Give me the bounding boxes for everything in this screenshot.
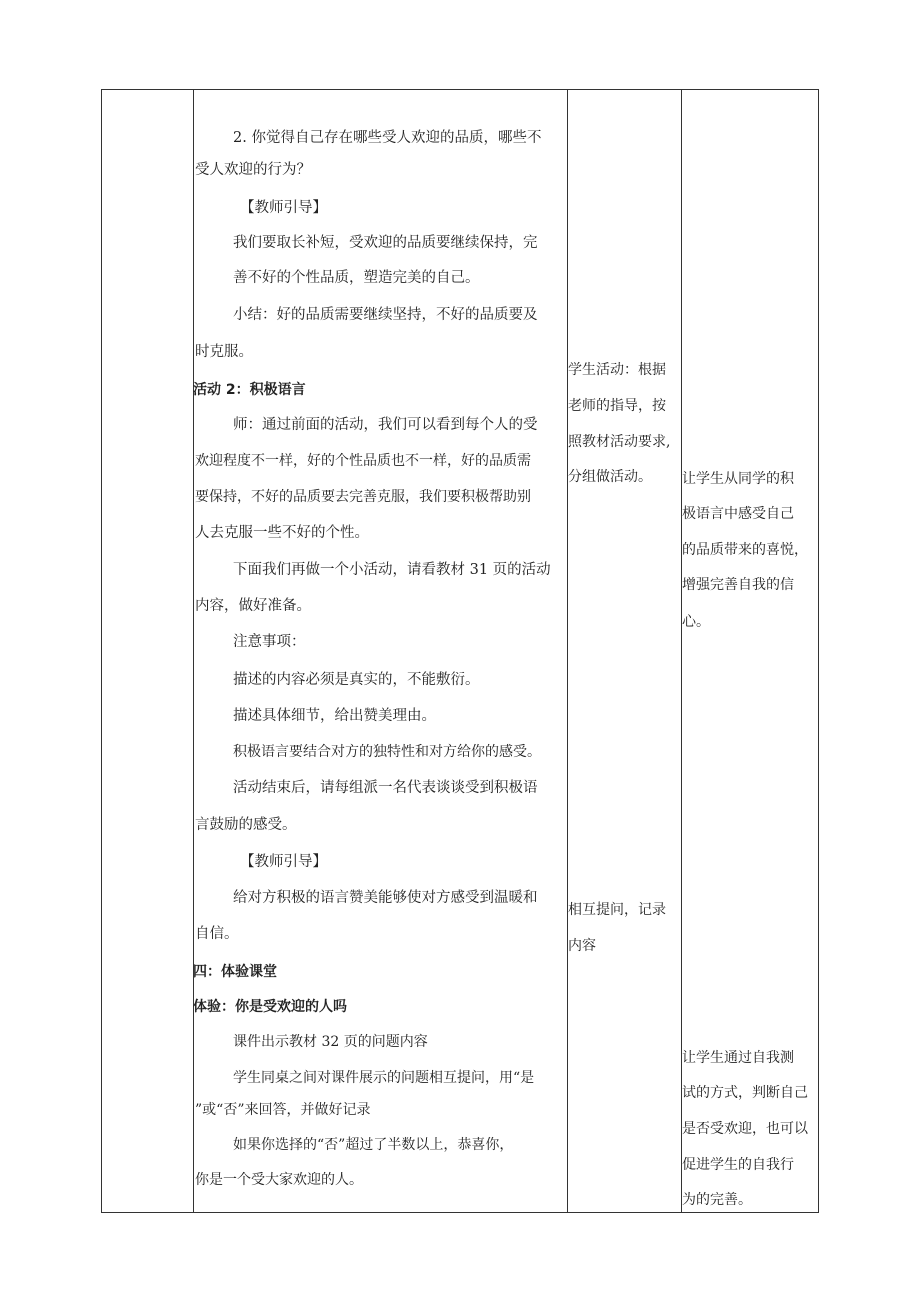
lesson-table bbox=[101, 89, 819, 1213]
design-line: 为的完善。 bbox=[682, 1192, 752, 1208]
student-line: 老师的指导，按 bbox=[568, 398, 666, 414]
design-line: 让学生通过自我测 bbox=[682, 1050, 794, 1066]
design-line: 促进学生的自我行 bbox=[682, 1157, 794, 1173]
text-line: 受人欢迎的行为？ bbox=[195, 162, 311, 178]
design-line: 心。 bbox=[682, 614, 710, 630]
text-line: 描述具体细节，给出赞美理由。 bbox=[233, 708, 436, 724]
text-line: 积极语言要结合对方的独特性和对方给你的感受。 bbox=[233, 744, 541, 760]
design-line: 是否受欢迎，也可以 bbox=[682, 1121, 808, 1137]
text-line: 时克服。 bbox=[195, 344, 253, 360]
column-divider bbox=[193, 90, 194, 1212]
design-line: 的品质带来的喜悦， bbox=[682, 542, 808, 558]
activity-heading: 活动 2：积极语言 bbox=[193, 382, 306, 398]
text-line: 内容，做好准备。 bbox=[195, 598, 311, 614]
text-line: 给对方积极的语言赞美能够使对方感受到温暖和 bbox=[233, 890, 538, 906]
experience-heading: 体验：你是受欢迎的人吗 bbox=[193, 999, 347, 1015]
text-line: 要保持，不好的品质要去完善克服，我们要积极帮助别 bbox=[195, 489, 531, 505]
text-line: ”或“否”来回答，并做好记录 bbox=[195, 1102, 371, 1118]
column-divider bbox=[567, 90, 568, 1212]
text-line: 课件出示教材 32 页的问题内容 bbox=[233, 1034, 428, 1050]
student-line: 学生活动：根据 bbox=[568, 362, 666, 378]
column-divider bbox=[681, 90, 682, 1212]
student-line: 内容 bbox=[568, 938, 596, 954]
text-line: 描述的内容必须是真实的，不能敷衍。 bbox=[233, 672, 480, 688]
design-line: 试的方式，判断自己 bbox=[682, 1085, 808, 1101]
student-line: 照教材活动要求, bbox=[568, 434, 671, 450]
text-line: 我们要取长补短，受欢迎的品质要继续保持，完 bbox=[233, 235, 538, 251]
text-line: 善不好的个性品质，塑造完美的自己。 bbox=[233, 270, 480, 286]
teacher-guide-heading: 【教师引导】 bbox=[240, 200, 327, 216]
section-heading: 四：体验课堂 bbox=[193, 964, 277, 980]
text-line: 人去克服一些不好的个性。 bbox=[195, 525, 369, 541]
text-line: 如果你选择的“否”超过了半数以上，恭喜你， bbox=[233, 1137, 514, 1153]
text-line: 师：通过前面的活动，我们可以看到每个人的受 bbox=[233, 417, 538, 433]
text-line: 言鼓励的感受。 bbox=[195, 817, 297, 833]
summary-line: 小结：好的品质需要继续坚持，不好的品质要及 bbox=[233, 307, 538, 323]
student-line: 相互提问，记录 bbox=[568, 902, 666, 918]
design-line: 增强完善自我的信 bbox=[682, 577, 794, 593]
text-line: 你是一个受大家欢迎的人。 bbox=[195, 1172, 363, 1188]
design-line: 让学生从同学的积 bbox=[682, 471, 794, 487]
text-line: 欢迎程度不一样，好的个性品质也不一样，好的品质需 bbox=[195, 453, 531, 469]
text-line: 下面我们再做一个小活动，请看教材 31 页的活动 bbox=[233, 562, 551, 578]
notes-heading: 注意事项： bbox=[233, 634, 306, 650]
text-line: 学生同桌之间对课件展示的问题相互提问，用“是 bbox=[233, 1070, 535, 1086]
design-line: 极语言中感受自己 bbox=[682, 506, 794, 522]
text-line: 2. 你觉得自己存在哪些受人欢迎的品质，哪些不 bbox=[233, 130, 542, 146]
text-line: 活动结束后，请每组派一名代表谈谈受到积极语 bbox=[233, 780, 538, 796]
teacher-guide-heading: 【教师引导】 bbox=[240, 854, 327, 870]
text-line: 自信。 bbox=[195, 926, 239, 942]
student-line: 分组做活动。 bbox=[568, 469, 652, 485]
